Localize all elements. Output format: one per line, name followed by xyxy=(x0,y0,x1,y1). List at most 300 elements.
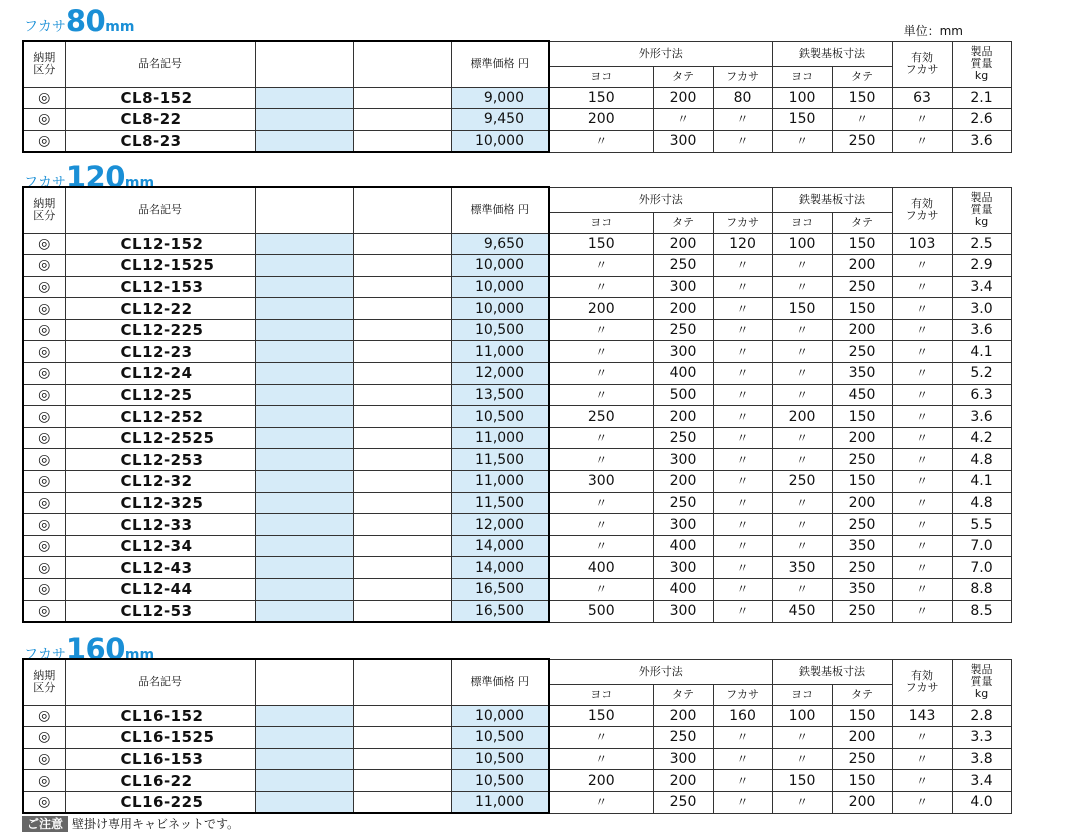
weight: 2.6 xyxy=(952,109,1011,131)
weight: 5.5 xyxy=(952,514,1011,536)
plate-width: 〃 xyxy=(772,579,832,601)
outer-width: 250 xyxy=(549,406,653,428)
price: 11,000 xyxy=(451,471,549,493)
nouki-mark: ◎ xyxy=(23,384,65,406)
weight: 2.1 xyxy=(952,87,1011,109)
outer-depth: 〃 xyxy=(713,109,772,131)
price: 10,000 xyxy=(451,130,549,152)
outer-depth: 〃 xyxy=(713,255,772,277)
outer-height: 300 xyxy=(653,514,713,536)
outer-depth: 〃 xyxy=(713,791,772,813)
header-gaikei-fukasa: フカサ xyxy=(713,66,772,87)
effective-depth: 〃 xyxy=(892,276,952,298)
table-row xyxy=(23,449,1064,471)
header-gaikei-yoko: ヨコ xyxy=(549,684,653,705)
plate-height: 200 xyxy=(832,727,892,749)
header-nouki-line2: 区分 xyxy=(33,63,56,77)
blank-cell xyxy=(353,492,451,514)
header-weight-line1: 製品 xyxy=(970,45,993,58)
product-code: CL12-153 xyxy=(65,276,255,298)
blank-cell xyxy=(353,600,451,622)
header-tetsu-tate: タテ xyxy=(832,684,892,705)
outer-depth: 〃 xyxy=(713,492,772,514)
header-yuko-line2: フカサ xyxy=(905,209,939,222)
section-title-depth: 80 xyxy=(65,4,106,38)
spec-table xyxy=(22,658,1065,814)
price: 11,500 xyxy=(451,449,549,471)
header-blank xyxy=(353,41,451,87)
plate-height: 350 xyxy=(832,363,892,385)
unit-label: 単位：mm xyxy=(903,24,963,38)
table-row xyxy=(23,579,1064,601)
outer-depth: 〃 xyxy=(713,276,772,298)
price: 13,500 xyxy=(451,384,549,406)
effective-depth: 〃 xyxy=(892,600,952,622)
outer-height: 300 xyxy=(653,276,713,298)
outer-height: 300 xyxy=(653,449,713,471)
header-tetsu-yoko: ヨコ xyxy=(772,684,832,705)
table-row xyxy=(23,427,1064,449)
blank-cell xyxy=(353,791,451,813)
outer-depth: 〃 xyxy=(713,535,772,557)
weight: 2.9 xyxy=(952,255,1011,277)
outer-width: 〃 xyxy=(549,130,653,152)
price: 12,000 xyxy=(451,363,549,385)
header-weight-line2: 質量 xyxy=(970,203,993,216)
nouki-mark: ◎ xyxy=(23,727,65,749)
nouki-mark: ◎ xyxy=(23,514,65,536)
caution-text: 壁掛け専用キャビネットです。 xyxy=(72,817,240,831)
header-weight-line2: 質量 xyxy=(970,675,993,688)
product-code: CL12-1525 xyxy=(65,255,255,277)
outer-width: 150 xyxy=(549,87,653,109)
blank-cell xyxy=(353,514,451,536)
table-row xyxy=(23,535,1064,557)
outer-width: 〃 xyxy=(549,748,653,770)
price: 10,500 xyxy=(451,406,549,428)
header-yuko xyxy=(892,41,952,87)
price: 9,000 xyxy=(451,87,549,109)
header-nouki-line1: 納期 xyxy=(33,197,56,211)
plate-width: 150 xyxy=(772,770,832,792)
table-row xyxy=(23,363,1064,385)
table-row xyxy=(23,341,1064,363)
section-title-depth: 120 xyxy=(65,160,125,194)
header-gaikei-yoko: ヨコ xyxy=(549,212,653,233)
table-row xyxy=(23,319,1064,341)
header-hinmei: 品名記号 xyxy=(65,41,255,87)
header-nouki-line2: 区分 xyxy=(33,209,56,223)
blank-cell xyxy=(353,427,451,449)
nouki-mark: ◎ xyxy=(23,406,65,428)
outer-depth: 〃 xyxy=(713,449,772,471)
nouki-mark: ◎ xyxy=(23,535,65,557)
weight: 3.3 xyxy=(952,727,1011,749)
outer-height: 300 xyxy=(653,600,713,622)
header-tetsu: 鉄製基板寸法 xyxy=(772,187,892,212)
outer-depth: 〃 xyxy=(713,514,772,536)
outer-height: 250 xyxy=(653,791,713,813)
plate-width: 350 xyxy=(772,557,832,579)
plate-width: 〃 xyxy=(772,727,832,749)
section-title-prefix: フカサ xyxy=(24,647,66,663)
plate-height: 250 xyxy=(832,557,892,579)
effective-depth: 〃 xyxy=(892,255,952,277)
plate-height: 150 xyxy=(832,406,892,428)
nouki-mark: ◎ xyxy=(23,130,65,152)
outer-width: 〃 xyxy=(549,255,653,277)
effective-depth: 103 xyxy=(892,233,952,255)
outer-width: 〃 xyxy=(549,449,653,471)
blank-cell xyxy=(255,276,353,298)
blank-cell xyxy=(255,449,353,471)
blank-cell xyxy=(353,255,451,277)
plate-width: 100 xyxy=(772,87,832,109)
outer-height: 200 xyxy=(653,770,713,792)
product-code: CL12-152 xyxy=(65,233,255,255)
header-price: 標準価格 円 xyxy=(451,41,549,87)
table-row xyxy=(23,770,1064,792)
price: 10,500 xyxy=(451,748,549,770)
weight: 4.1 xyxy=(952,471,1011,493)
blank-cell xyxy=(353,727,451,749)
header-tetsu-tate: タテ xyxy=(832,212,892,233)
plate-height: 150 xyxy=(832,233,892,255)
weight: 4.0 xyxy=(952,791,1011,813)
blank-cell xyxy=(255,427,353,449)
effective-depth: 〃 xyxy=(892,384,952,406)
plate-width: 〃 xyxy=(772,276,832,298)
blank-cell xyxy=(255,514,353,536)
header-blank xyxy=(255,187,353,233)
effective-depth: 〃 xyxy=(892,514,952,536)
nouki-mark: ◎ xyxy=(23,255,65,277)
blank-cell xyxy=(255,384,353,406)
outer-depth: 〃 xyxy=(713,579,772,601)
weight: 5.2 xyxy=(952,363,1011,385)
blank-cell xyxy=(353,109,451,131)
nouki-mark: ◎ xyxy=(23,471,65,493)
product-code: CL16-225 xyxy=(65,791,255,813)
effective-depth: 〃 xyxy=(892,109,952,131)
plate-width: 〃 xyxy=(772,363,832,385)
outer-height: 400 xyxy=(653,535,713,557)
product-code: CL12-25 xyxy=(65,384,255,406)
price: 10,000 xyxy=(451,298,549,320)
outer-width: 〃 xyxy=(549,492,653,514)
plate-height: 150 xyxy=(832,705,892,727)
blank-cell xyxy=(255,406,353,428)
table-row xyxy=(23,600,1064,622)
product-code: CL8-23 xyxy=(65,130,255,152)
header-yuko xyxy=(892,659,952,705)
effective-depth: 〃 xyxy=(892,557,952,579)
table-row xyxy=(23,727,1064,749)
weight: 3.0 xyxy=(952,298,1011,320)
outer-depth: 〃 xyxy=(713,319,772,341)
blank-cell xyxy=(353,471,451,493)
effective-depth: 63 xyxy=(892,87,952,109)
outer-width: 〃 xyxy=(549,727,653,749)
blank-cell xyxy=(255,233,353,255)
weight: 3.4 xyxy=(952,770,1011,792)
header-tetsu: 鉄製基板寸法 xyxy=(772,41,892,66)
nouki-mark: ◎ xyxy=(23,449,65,471)
plate-height: 〃 xyxy=(832,109,892,131)
plate-height: 350 xyxy=(832,579,892,601)
spec-table xyxy=(22,40,1065,153)
weight: 3.6 xyxy=(952,406,1011,428)
header-tetsu-tate: タテ xyxy=(832,66,892,87)
header-tetsu-yoko: ヨコ xyxy=(772,212,832,233)
effective-depth: 〃 xyxy=(892,363,952,385)
outer-height: 300 xyxy=(653,557,713,579)
header-gaikei: 外形寸法 xyxy=(549,659,772,684)
section-title-depth: 160 xyxy=(65,632,125,666)
weight: 7.0 xyxy=(952,535,1011,557)
table-row xyxy=(23,298,1064,320)
product-code: CL12-2525 xyxy=(65,427,255,449)
plate-height: 150 xyxy=(832,471,892,493)
plate-width: 〃 xyxy=(772,535,832,557)
outer-height: 250 xyxy=(653,255,713,277)
header-gaikei: 外形寸法 xyxy=(549,41,772,66)
outer-height: 300 xyxy=(653,341,713,363)
product-code: CL12-32 xyxy=(65,471,255,493)
outer-depth: 〃 xyxy=(713,384,772,406)
outer-height: 500 xyxy=(653,384,713,406)
table-row xyxy=(23,748,1064,770)
blank-cell xyxy=(353,384,451,406)
nouki-mark: ◎ xyxy=(23,319,65,341)
blank-cell xyxy=(353,341,451,363)
price: 10,000 xyxy=(451,255,549,277)
header-price: 標準価格 円 xyxy=(451,187,549,233)
weight: 4.1 xyxy=(952,341,1011,363)
header-yuko-line1: 有効 xyxy=(911,197,934,210)
plate-width: 〃 xyxy=(772,341,832,363)
blank-cell xyxy=(255,579,353,601)
outer-depth: 160 xyxy=(713,705,772,727)
outer-depth: 〃 xyxy=(713,298,772,320)
plate-width: 150 xyxy=(772,109,832,131)
header-weight-line3: kg xyxy=(974,215,989,228)
header-weight-line3: kg xyxy=(974,687,989,700)
header-weight xyxy=(952,659,1011,705)
outer-depth: 〃 xyxy=(713,341,772,363)
weight: 3.6 xyxy=(952,319,1011,341)
price: 16,500 xyxy=(451,579,549,601)
weight: 2.8 xyxy=(952,705,1011,727)
plate-height: 350 xyxy=(832,535,892,557)
price: 11,000 xyxy=(451,427,549,449)
weight: 8.8 xyxy=(952,579,1011,601)
weight: 4.2 xyxy=(952,427,1011,449)
plate-width: 〃 xyxy=(772,748,832,770)
outer-depth: 〃 xyxy=(713,770,772,792)
nouki-mark: ◎ xyxy=(23,600,65,622)
outer-depth: 〃 xyxy=(713,406,772,428)
outer-height: 400 xyxy=(653,363,713,385)
plate-width: 〃 xyxy=(772,492,832,514)
blank-cell xyxy=(353,748,451,770)
plate-width: 100 xyxy=(772,233,832,255)
blank-cell xyxy=(255,770,353,792)
effective-depth: 〃 xyxy=(892,535,952,557)
nouki-mark: ◎ xyxy=(23,341,65,363)
nouki-mark: ◎ xyxy=(23,748,65,770)
effective-depth: 〃 xyxy=(892,471,952,493)
effective-depth: 〃 xyxy=(892,406,952,428)
product-code: CL16-153 xyxy=(65,748,255,770)
section-title xyxy=(24,4,134,38)
product-code: CL12-252 xyxy=(65,406,255,428)
product-code: CL12-23 xyxy=(65,341,255,363)
plate-height: 250 xyxy=(832,449,892,471)
outer-height: 200 xyxy=(653,87,713,109)
blank-cell xyxy=(353,276,451,298)
blank-cell xyxy=(353,406,451,428)
product-code: CL12-22 xyxy=(65,298,255,320)
blank-cell xyxy=(353,233,451,255)
blank-cell xyxy=(255,341,353,363)
product-code: CL16-1525 xyxy=(65,727,255,749)
blank-cell xyxy=(353,535,451,557)
outer-height: 200 xyxy=(653,471,713,493)
header-weight-line2: 質量 xyxy=(970,57,993,70)
price: 11,500 xyxy=(451,492,549,514)
effective-depth: 〃 xyxy=(892,341,952,363)
header-gaikei-tate: タテ xyxy=(653,684,713,705)
nouki-mark: ◎ xyxy=(23,427,65,449)
outer-height: 200 xyxy=(653,233,713,255)
outer-width: 〃 xyxy=(549,535,653,557)
section-title-unit: mm xyxy=(105,19,135,35)
nouki-mark: ◎ xyxy=(23,363,65,385)
effective-depth: 〃 xyxy=(892,748,952,770)
weight: 2.5 xyxy=(952,233,1011,255)
nouki-mark: ◎ xyxy=(23,579,65,601)
header-gaikei-fukasa: フカサ xyxy=(713,212,772,233)
outer-width: 〃 xyxy=(549,514,653,536)
blank-cell xyxy=(255,535,353,557)
outer-depth: 〃 xyxy=(713,557,772,579)
blank-cell xyxy=(353,87,451,109)
nouki-mark: ◎ xyxy=(23,705,65,727)
price: 10,000 xyxy=(451,276,549,298)
outer-width: 〃 xyxy=(549,579,653,601)
effective-depth: 〃 xyxy=(892,579,952,601)
blank-cell xyxy=(353,298,451,320)
nouki-mark: ◎ xyxy=(23,233,65,255)
price: 9,450 xyxy=(451,109,549,131)
header-yuko-line1: 有効 xyxy=(911,669,934,682)
blank-cell xyxy=(255,298,353,320)
plate-width: 150 xyxy=(772,298,832,320)
header-blank xyxy=(353,187,451,233)
header-gaikei-fukasa: フカサ xyxy=(713,684,772,705)
plate-height: 200 xyxy=(832,427,892,449)
blank-cell xyxy=(255,471,353,493)
table-row xyxy=(23,233,1064,255)
plate-width: 〃 xyxy=(772,130,832,152)
outer-width: 150 xyxy=(549,705,653,727)
table-row xyxy=(23,406,1064,428)
outer-width: 150 xyxy=(549,233,653,255)
plate-width: 〃 xyxy=(772,791,832,813)
blank-cell xyxy=(255,705,353,727)
plate-height: 250 xyxy=(832,276,892,298)
header-weight-line1: 製品 xyxy=(970,663,993,676)
price: 16,500 xyxy=(451,600,549,622)
outer-height: 400 xyxy=(653,579,713,601)
plate-width: 〃 xyxy=(772,514,832,536)
blank-cell xyxy=(255,363,353,385)
table-row xyxy=(23,514,1064,536)
plate-width: 250 xyxy=(772,471,832,493)
effective-depth: 〃 xyxy=(892,130,952,152)
header-weight xyxy=(952,41,1011,87)
effective-depth: 〃 xyxy=(892,298,952,320)
table-row xyxy=(23,791,1064,813)
blank-cell xyxy=(255,255,353,277)
product-code: CL12-34 xyxy=(65,535,255,557)
price: 14,000 xyxy=(451,557,549,579)
plate-width: 〃 xyxy=(772,384,832,406)
outer-height: 300 xyxy=(653,130,713,152)
blank-cell xyxy=(255,600,353,622)
header-price: 標準価格 円 xyxy=(451,659,549,705)
price: 11,000 xyxy=(451,341,549,363)
product-code: CL12-253 xyxy=(65,449,255,471)
outer-depth: 〃 xyxy=(713,600,772,622)
plate-height: 150 xyxy=(832,770,892,792)
nouki-mark: ◎ xyxy=(23,87,65,109)
outer-width: 〃 xyxy=(549,276,653,298)
blank-cell xyxy=(255,492,353,514)
weight: 4.8 xyxy=(952,492,1011,514)
header-yuko-line2: フカサ xyxy=(905,681,939,694)
outer-width: 〃 xyxy=(549,319,653,341)
plate-width: 〃 xyxy=(772,255,832,277)
plate-width: 〃 xyxy=(772,449,832,471)
plate-height: 200 xyxy=(832,255,892,277)
header-nouki xyxy=(23,187,65,233)
outer-width: 〃 xyxy=(549,791,653,813)
product-code: CL12-225 xyxy=(65,319,255,341)
product-code: CL16-152 xyxy=(65,705,255,727)
plate-height: 250 xyxy=(832,341,892,363)
price: 10,000 xyxy=(451,705,549,727)
plate-width: 〃 xyxy=(772,427,832,449)
header-tetsu-yoko: ヨコ xyxy=(772,66,832,87)
plate-height: 250 xyxy=(832,600,892,622)
nouki-mark: ◎ xyxy=(23,492,65,514)
price: 10,500 xyxy=(451,319,549,341)
outer-height: 200 xyxy=(653,406,713,428)
blank-cell xyxy=(255,557,353,579)
plate-height: 200 xyxy=(832,791,892,813)
outer-width: 〃 xyxy=(549,341,653,363)
outer-height: 300 xyxy=(653,748,713,770)
outer-depth: 〃 xyxy=(713,748,772,770)
blank-cell xyxy=(353,363,451,385)
product-code: CL12-33 xyxy=(65,514,255,536)
product-code: CL16-22 xyxy=(65,770,255,792)
nouki-mark: ◎ xyxy=(23,109,65,131)
plate-height: 250 xyxy=(832,748,892,770)
outer-width: 〃 xyxy=(549,384,653,406)
